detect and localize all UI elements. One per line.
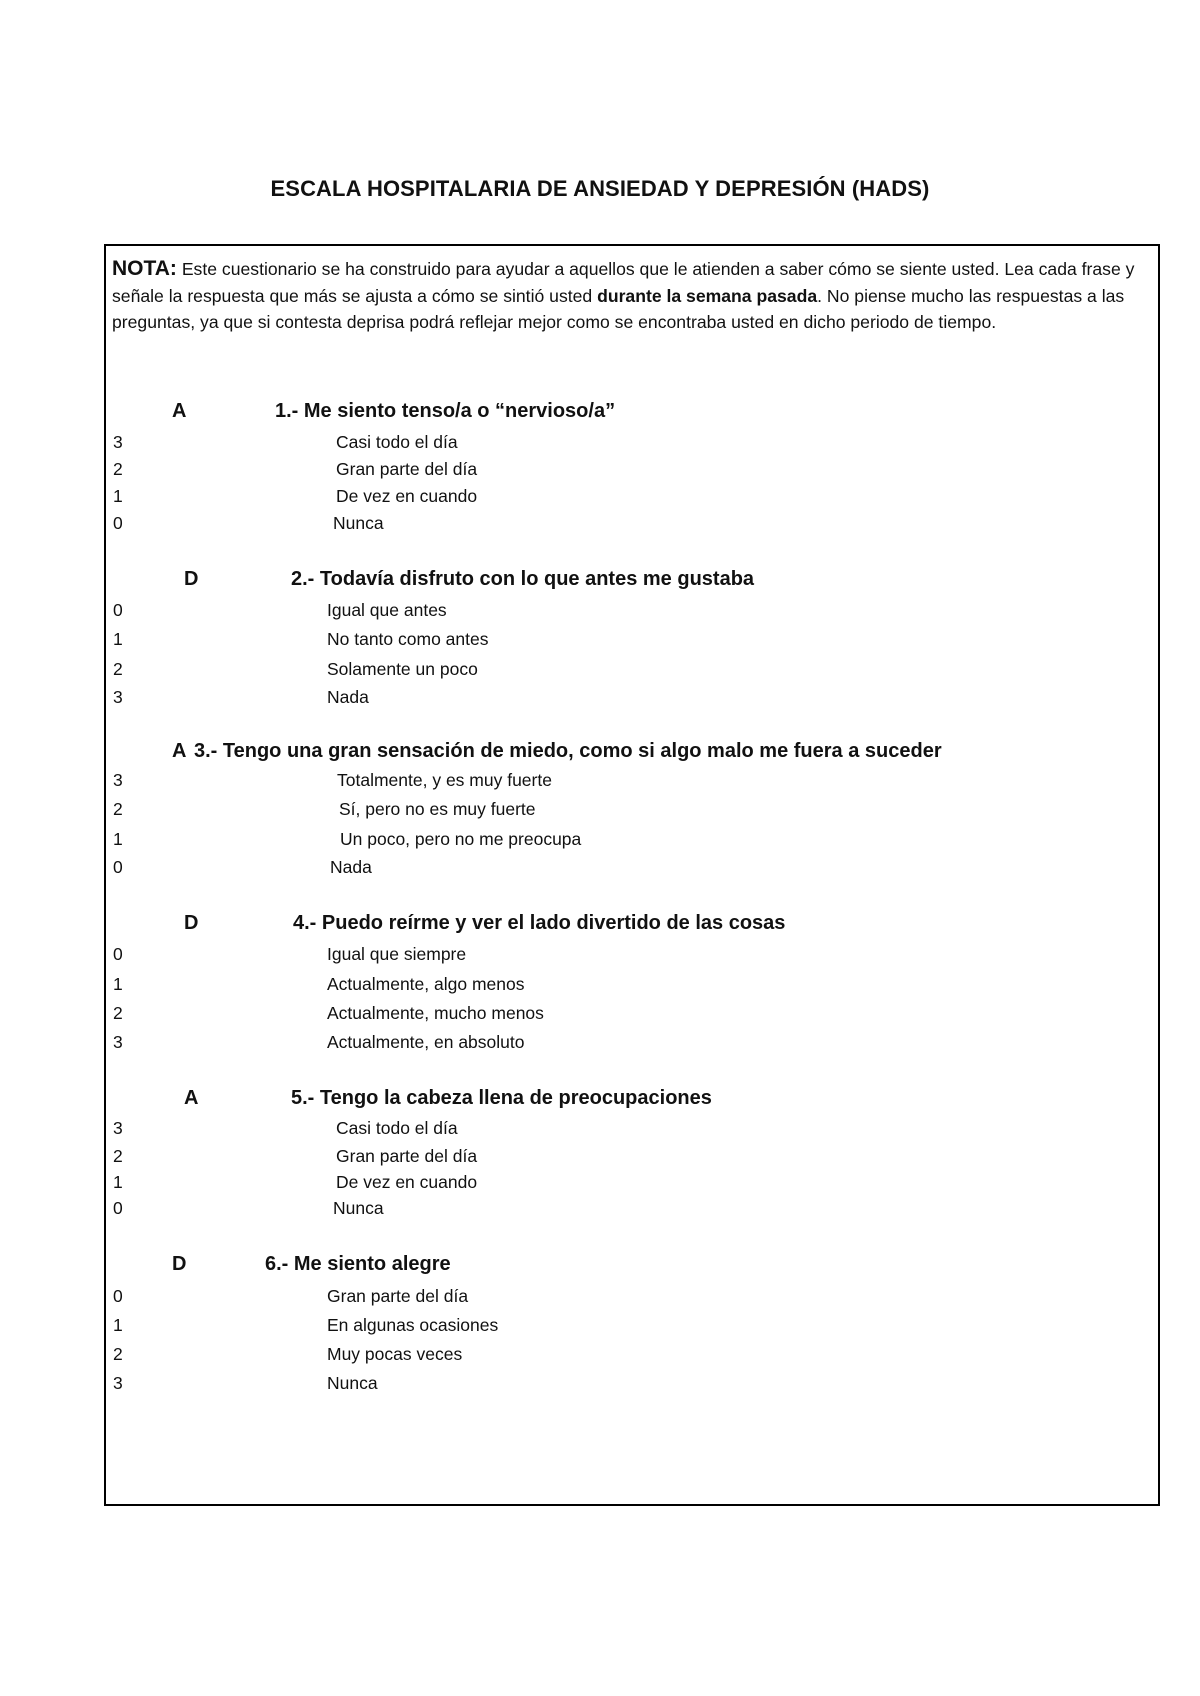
- option-label: Un poco, pero no me preocupa: [340, 829, 582, 849]
- option-score: 2: [113, 1003, 123, 1023]
- option-score: 2: [113, 659, 123, 679]
- question-3-subscale: A: [172, 740, 187, 762]
- option-score: 1: [113, 1315, 123, 1335]
- option-label: Gran parte del día: [336, 459, 478, 479]
- option-score: 1: [113, 486, 123, 506]
- option-label: De vez en cuando: [336, 486, 478, 506]
- option-score: 3: [113, 432, 123, 452]
- question-5-text: 5.- Tengo la cabeza llena de preocupaciones: [291, 1087, 712, 1109]
- document-title: ESCALA HOSPITALARIA DE ANSIEDAD Y DEPRESIÓN (HADS): [270, 176, 930, 201]
- option-score: 1: [113, 629, 123, 649]
- option-score: 0: [113, 1286, 123, 1306]
- note-label: NOTA:: [112, 257, 177, 280]
- option-score: 2: [113, 459, 123, 479]
- option-label: Actualmente, algo menos: [327, 974, 525, 994]
- option-label: Casi todo el día: [336, 432, 458, 452]
- option-label: Totalmente, y es muy fuerte: [337, 770, 552, 790]
- option-label: Solamente un poco: [327, 659, 478, 679]
- option-label: Actualmente, mucho menos: [327, 1003, 544, 1023]
- option-score: 3: [113, 1118, 123, 1138]
- option-label: Igual que siempre: [327, 944, 467, 964]
- question-2-subscale: D: [184, 568, 199, 590]
- option-label: En algunas ocasiones: [327, 1315, 499, 1335]
- option-label: Igual que antes: [327, 600, 447, 620]
- option-score: 2: [113, 799, 123, 819]
- option-score: 1: [113, 829, 123, 849]
- option-score: 0: [113, 600, 123, 620]
- option-score: 1: [113, 974, 123, 994]
- question-5-subscale: A: [184, 1087, 199, 1109]
- option-score: 3: [113, 770, 123, 790]
- option-score: 2: [113, 1146, 123, 1166]
- option-score: 0: [113, 513, 123, 533]
- option-label: Nada: [330, 857, 372, 877]
- option-score: 3: [113, 1373, 123, 1393]
- option-score: 3: [113, 687, 123, 707]
- option-label: Actualmente, en absoluto: [327, 1032, 525, 1052]
- question-2-text: 2.- Todavía disfruto con lo que antes me gustaba: [291, 568, 755, 590]
- option-score: 0: [113, 1198, 123, 1218]
- question-4-subscale: D: [184, 912, 199, 934]
- question-6-text: 6.- Me siento alegre: [265, 1253, 451, 1275]
- note-text-part-2: . No piense mucho las respuestas a las preguntas, ya que si contesta deprisa podrá reflejar mejor como se encontraba usted en dicho periodo de tiempo.: [112, 285, 1125, 332]
- option-label: Nunca: [333, 1198, 384, 1218]
- option-score: 3: [113, 1032, 123, 1052]
- option-score: 0: [113, 857, 123, 877]
- question-6-subscale: D: [172, 1253, 187, 1275]
- option-score: 2: [113, 1344, 123, 1364]
- note-emphasis: durante la semana pasada: [597, 285, 818, 306]
- option-label: Gran parte del día: [336, 1146, 478, 1166]
- option-label: Nada: [327, 687, 369, 707]
- option-label: De vez en cuando: [336, 1172, 478, 1192]
- question-1-text: 1.- Me siento tenso/a o “nervioso/a”: [275, 400, 616, 422]
- question-3-text: 3.- Tengo una gran sensación de miedo, como si algo malo me fuera a suceder: [194, 740, 942, 762]
- instructions-note: [112, 256, 1158, 336]
- option-label: Casi todo el día: [336, 1118, 458, 1138]
- option-label: No tanto como antes: [327, 629, 489, 649]
- option-label: Sí, pero no es muy fuerte: [339, 799, 536, 819]
- option-label: Nunca: [333, 513, 384, 533]
- question-4-text: 4.- Puedo reírme y ver el lado divertido de las cosas: [293, 912, 786, 934]
- option-label: Nunca: [327, 1373, 378, 1393]
- questionnaire-frame: [104, 244, 1160, 1506]
- option-label: Muy pocas veces: [327, 1344, 463, 1364]
- note-text-part-1: Este cuestionario se ha construido para ayudar a aquellos que le atienden a saber cómo se siente usted. Lea cada frase y señale la respuesta que más se ajusta a cómo se sintió usted: [112, 259, 1135, 306]
- option-score: 0: [113, 944, 123, 964]
- option-score: 1: [113, 1172, 123, 1192]
- option-label: Gran parte del día: [327, 1286, 469, 1306]
- question-1-subscale: A: [172, 400, 187, 422]
